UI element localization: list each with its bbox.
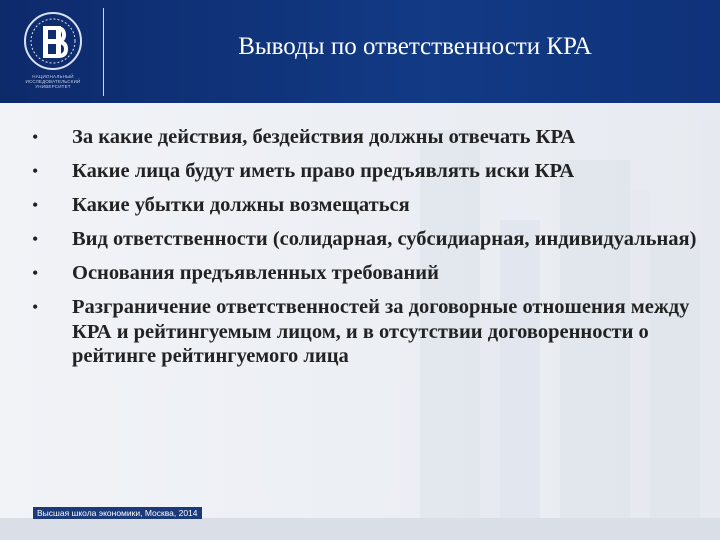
bullet-list <box>32 125 702 378</box>
list-item <box>32 295 702 369</box>
bullet-icon: • <box>32 297 39 317</box>
bullet-icon: • <box>32 161 39 181</box>
list-item-text: Разграничение ответственностей за договорные отношения между КРА и рейтингуемым лицом, и в отсутствии договоренности о рейтинге рейтингуемого лица <box>72 296 690 367</box>
bullet-icon: • <box>32 195 39 215</box>
list-item <box>32 125 702 150</box>
list-item-text: Какие убытки должны возмещаться <box>72 194 410 216</box>
footer-band <box>0 518 720 540</box>
header-bar <box>0 0 720 103</box>
header-divider <box>103 8 104 96</box>
slide-title: Выводы по ответственности КРА <box>238 33 592 60</box>
list-item <box>32 159 702 184</box>
list-item-text: За какие действия, бездействия должны отвечать КРА <box>72 126 576 148</box>
list-item <box>32 227 702 252</box>
bullet-icon: • <box>32 263 39 283</box>
list-item-text: Вид ответственности (солидарная, субсидиарная, индивидуальная) <box>72 228 697 250</box>
list-item <box>32 261 702 286</box>
logo-caption: НАЦИОНАЛЬНЫЙ ИССЛЕДОВАТЕЛЬСКИЙ УНИВЕРСИТЕТ <box>25 74 81 89</box>
bullet-icon: • <box>32 127 39 147</box>
footer-text: Высшая школа экономики, Москва, 2014 <box>33 507 202 519</box>
list-item-text: Какие лица будут иметь право предъявлять иски КРА <box>72 160 575 182</box>
list-item-text: Основания предъявленных требований <box>72 262 439 284</box>
list-item <box>32 193 702 218</box>
bullet-icon: • <box>32 229 39 249</box>
